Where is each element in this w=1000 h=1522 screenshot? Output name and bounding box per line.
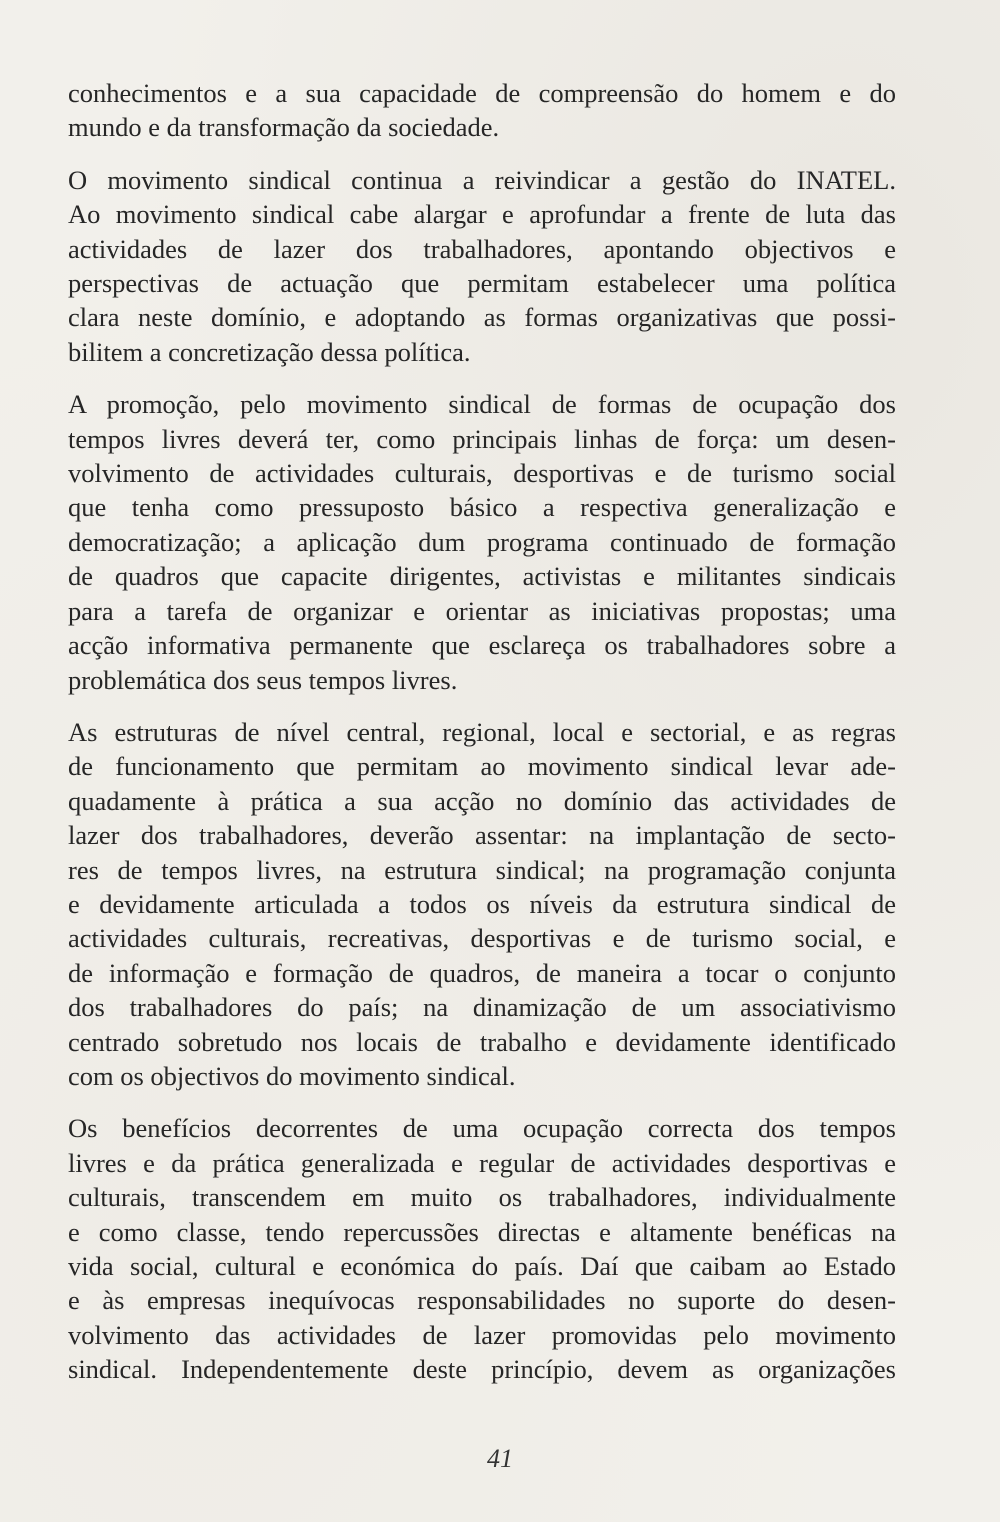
text-line: problemática dos seus tempos livres. <box>68 664 458 695</box>
text-line: tempos livres deverá ter, como principais linhas de força: um desen- <box>68 423 896 454</box>
text-line: mundo e da transformação da sociedade. <box>68 112 500 143</box>
paragraph <box>68 387 896 697</box>
body-text <box>68 76 896 1405</box>
text-line: de quadros que capacite dirigentes, activistas e militantes sindicais <box>68 561 896 592</box>
paragraph <box>68 715 896 1093</box>
text-line: livres e da prática generalizada e regular de actividades desportivas e <box>68 1147 896 1178</box>
text-line: conhecimentos e a sua capacidade de compreensão do homem e do <box>68 78 896 108</box>
text-line: O movimento sindical continua a reivindicar a gestão do INATEL. <box>68 164 896 195</box>
text-line: para a tarefa de organizar e orientar as iniciativas propostas; uma <box>68 595 896 626</box>
text-line: de informação e formação de quadros, de maneira a tocar o conjunto <box>68 957 896 988</box>
text-line: perspectivas de actuação que permitam estabelecer uma política <box>68 268 896 299</box>
text-line: culturais, transcendem em muito os trabalhadores, individualmente <box>68 1182 896 1213</box>
text-line: de funcionamento que permitam ao movimento sindical levar ade- <box>68 751 896 782</box>
paragraph <box>68 163 896 369</box>
text-line: dos trabalhadores do país; na dinamização de um associativismo <box>68 992 896 1023</box>
text-line: com os objectivos do movimento sindical. <box>68 1060 516 1091</box>
text-line: sindical. Independentemente deste princípio, devem as organizações <box>68 1354 896 1385</box>
text-line: que tenha como pressuposto básico a respectiva generalização e <box>68 492 896 523</box>
paragraph <box>68 1111 896 1386</box>
text-line: lazer dos trabalhadores, deverão assentar: na implantação de secto- <box>68 820 896 851</box>
text-line: Os benefícios decorrentes de uma ocupação correcta dos tempos <box>68 1113 896 1144</box>
text-line: volvimento das actividades de lazer promovidas pelo movimento <box>68 1319 896 1350</box>
text-line: actividades de lazer dos trabalhadores, apontando objectivos e <box>68 233 896 264</box>
text-line: clara neste domínio, e adoptando as formas organizativas que possi- <box>68 302 896 333</box>
text-line: As estruturas de nível central, regional, local e sectorial, e as regras <box>68 716 896 747</box>
text-line: bilitem a concretização dessa política. <box>68 336 471 367</box>
text-line: quadamente à prática a sua acção no domínio das actividades de <box>68 785 896 816</box>
text-line: volvimento de actividades culturais, desportivas e de turismo social <box>68 458 896 489</box>
text-line: e como classe, tendo repercussões directas e altamente benéficas na <box>68 1216 896 1247</box>
text-line: centrado sobretudo nos locais de trabalho e devidamente identificado <box>68 1026 896 1057</box>
text-line: acção informativa permanente que esclareça os trabalhadores sobre a <box>68 630 896 661</box>
text-line: e às empresas inequívocas responsabilidades no suporte do desen- <box>68 1285 896 1316</box>
text-line: vida social, cultural e económica do país. Daí que caibam ao Estado <box>68 1251 896 1281</box>
text-line: Ao movimento sindical cabe alargar e aprofundar a frente de luta das <box>68 199 896 230</box>
text-line: A promoção, pelo movimento sindical de formas de ocupação dos <box>68 389 896 420</box>
text-line: actividades culturais, recreativas, desportivas e de turismo social, e <box>68 923 896 954</box>
text-line: e devidamente articulada a todos os níveis da estrutura sindical de <box>68 888 896 919</box>
text-line: democratização; a aplicação dum programa continuado de formação <box>68 526 896 557</box>
text-line: res de tempos livres, na estrutura sindical; na programação conjunta <box>68 854 896 885</box>
page-number: 41 <box>487 1444 513 1473</box>
paragraph <box>68 76 896 145</box>
